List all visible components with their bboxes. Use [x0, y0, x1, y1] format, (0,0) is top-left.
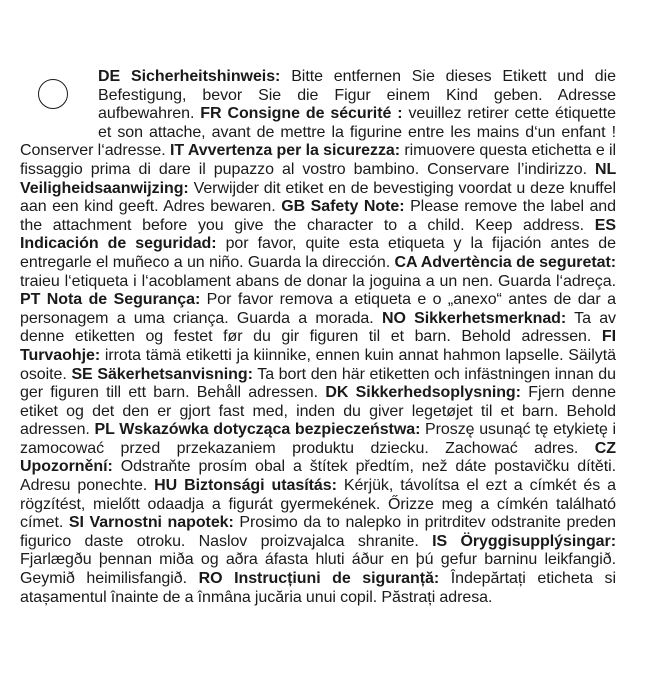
safety-notice-text — [20, 68, 616, 607]
notice-body: Por favor remova a etiqueta e o „anexo“ antes de dar a personagem a uma criança. Guarda a morada. — [20, 291, 616, 327]
notice-body: veuillez retirer cette étiquette et son attache, avant de mettre la figurine entre les mains d‘un enfant ! Conserver l‘adresse. — [20, 105, 616, 160]
notice-heading: CA Advertència de seguretat: — [394, 253, 616, 271]
notice-pl — [20, 421, 616, 457]
notice-body: Prosimo da to nalepko in pritrditev odstranite preden figurico daste otroku. Naslov proizvajalca shranite. — [20, 514, 616, 550]
notice-body: irrota tämä etiketti ja kiinnike, ennen kuin annat hahmon lapselle. Säilytä osoite. — [20, 346, 616, 383]
notice-heading: ES Indicación de seguridad: — [20, 216, 616, 253]
notice-heading: RO Instrucțiuni de siguranță: — [198, 570, 440, 588]
notice-body: Please remove the label and the attachment before you give the character to a child. Keep address. — [20, 198, 617, 234]
notice-heading: GB Safety Note: — [281, 198, 405, 216]
notice-heading: DE Sicherheitshinweis: — [98, 68, 281, 85]
notice-body: Îndepărtați eticheta si atașamentul înainte de a înmâna jucăria unui copil. Păstrați adresa. — [20, 570, 617, 606]
notice-heading: HU Biztonsági utasítás: — [154, 477, 337, 495]
notice-heading: SI Varnostni napotek: — [68, 514, 234, 532]
notice-body: Odstraňte prosím obal a štítek předtím, než dáte postavičku dítěti. Adresu ponechte. — [20, 458, 617, 495]
notice-body: Fjern denne etiket og det den er gjort fast med, inden du giver legetøjet til et barn. Behold adressen. — [20, 384, 616, 439]
notice-body: Fjarlægðu þennan miða og aðra áfasta hluti áður en þú gefur barninu leikfangið. Geymið heimilisfangið. — [20, 551, 616, 588]
notice-heading: IT Avvertenza per la sicurezza: — [170, 142, 401, 160]
notice-heading: CZ Upozornění: — [20, 439, 616, 476]
notice-heading: SE Säkerhetsanvisning: — [71, 365, 253, 383]
notice-body: Kérjük, távolítsa el ezt a címkét és a rögzítést, mielőtt odaadja a figurát gyermekének. Őrizze meg a címkén található címet. — [20, 477, 616, 532]
notice-body: rimuovere questa etichetta e il fissaggio prima di dare il pupazzo al vostro bambino. Conservare l’indirizzo. — [20, 142, 617, 178]
notice-heading: PL Wskazówka dotycząca bezpieczeństwa: — [94, 421, 421, 439]
notice-body: Ta bort den här etiketten och infästningen innan du ger figuren till ett barn. Behåll adressen. — [20, 365, 616, 402]
notice-body: Ta av denne etiketten og festet før du gir figuren til et barn. Behold adressen. — [20, 309, 617, 346]
notice-heading: NL Veiligheidsaanwijzing: — [20, 160, 616, 197]
notice-heading: FR Consigne de sécurité : — [200, 105, 403, 123]
notice-body: Proszę usunąć tę etykietę i zamocować przed przekazaniem produktu dziecku. Zachować adres. — [20, 421, 616, 457]
notice-heading: IS Öryggisupplýsingar: — [432, 532, 616, 550]
notice-heading: DK Sikkerhedsoplysning: — [325, 384, 521, 402]
notice-body: Verwijder dit etiket en de bevestiging voordat u deze knuffel aan een kind geeft. Adres bewaren. — [20, 179, 616, 216]
notice-heading: FI Turvaohje: — [20, 328, 616, 364]
notice-body: por favor, quite esta etiqueta y la fijación antes de entregarle el muñeco a un niño. Guarda la dirección. — [20, 235, 616, 271]
notice-heading: NO Sikkerhetsmerknad: — [381, 309, 567, 327]
notice-heading: PT Nota de Segurança: — [20, 291, 201, 309]
notice-body: traieu l‘etiqueta i l‘acoblament abans de donar la joguina a un nen. Guarda l‘adreça. — [20, 272, 616, 290]
notice-body: Bitte entfernen Sie dieses Etikett und die Befestigung, bevor Sie die Figur einem Kind geben. Adresse aufbewahren. — [98, 68, 616, 123]
